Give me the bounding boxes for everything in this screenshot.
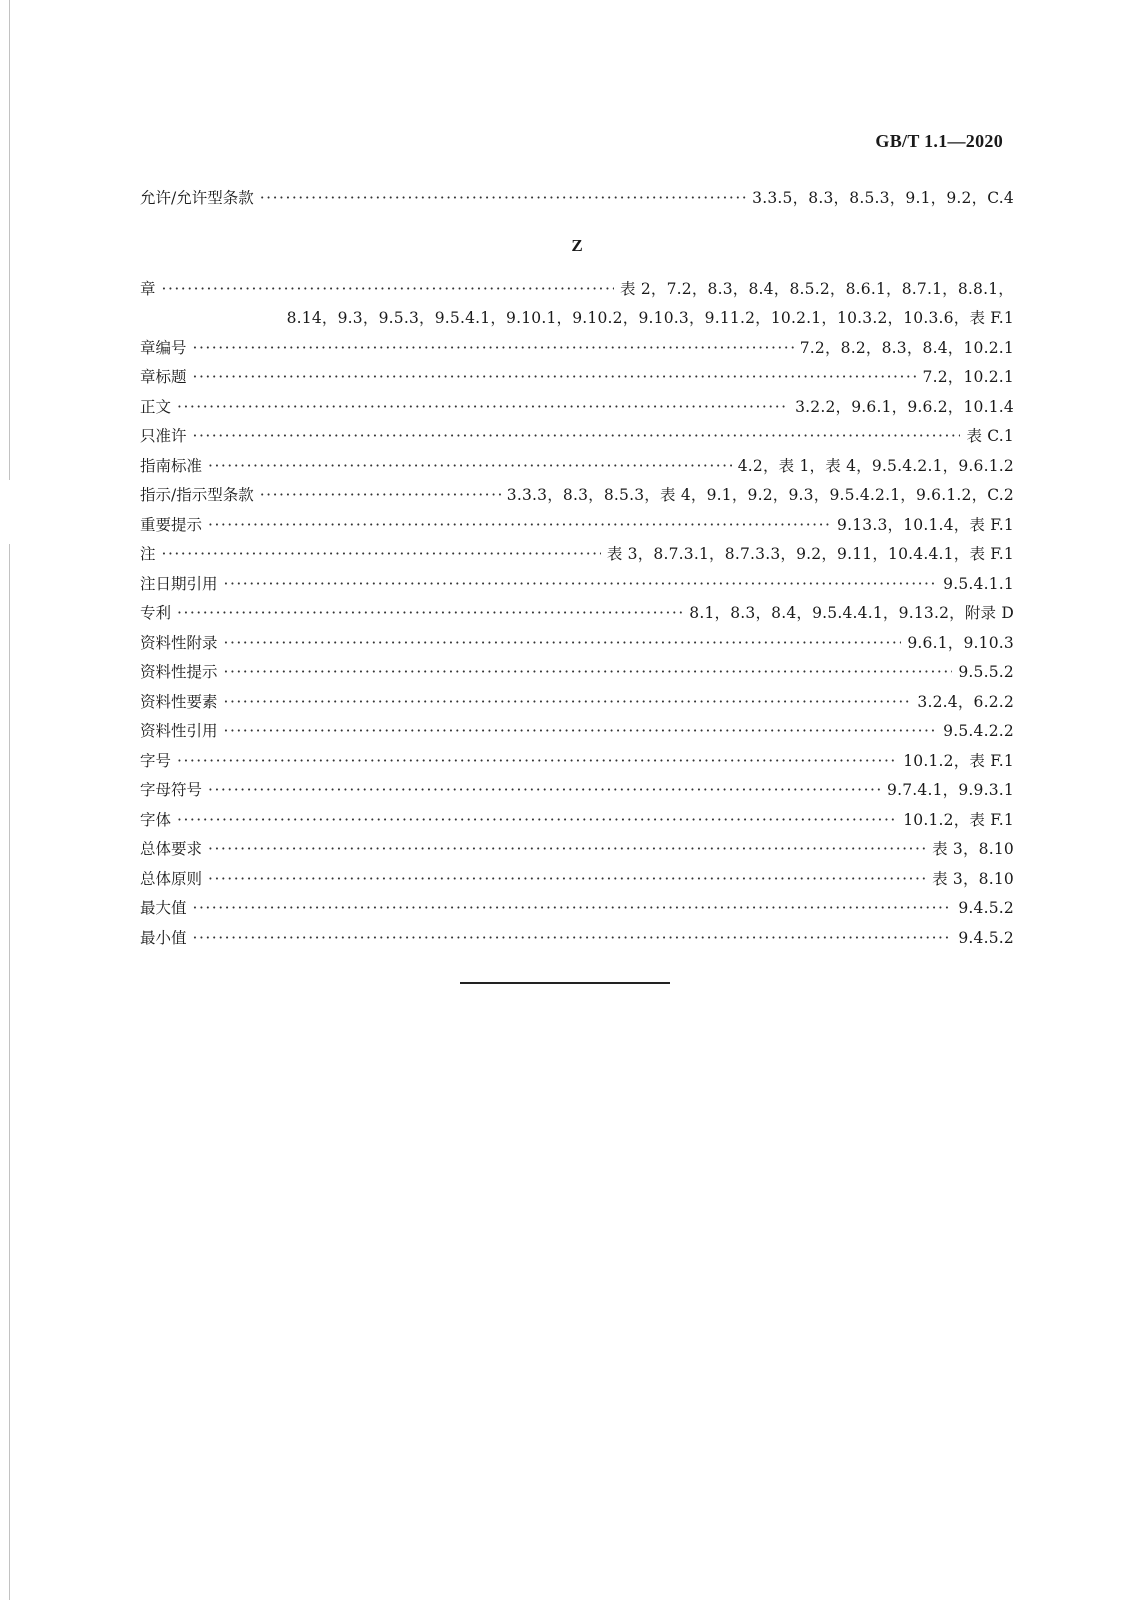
dot-leader xyxy=(208,511,831,541)
index-refs: 表 3，8.7.3.1，8.7.3.3，9.2，9.11，10.4.4.1，表 F.1 xyxy=(606,545,1014,563)
index-refs: 9.5.5.2 xyxy=(958,663,1014,681)
index-refs: 9.5.4.2.2 xyxy=(943,722,1014,740)
dot-leader xyxy=(162,540,601,570)
index-term: 总体原则 xyxy=(140,869,203,888)
dot-leader xyxy=(224,570,938,600)
index-term: 资料性提示 xyxy=(140,663,218,681)
dot-leader xyxy=(224,658,953,688)
index-refs: 10.1.2，表 F.1 xyxy=(903,810,1014,829)
index-term: 指南标准 xyxy=(140,456,203,475)
index-entry xyxy=(140,334,1014,364)
index-term: 字母符号 xyxy=(140,781,203,799)
index-entry xyxy=(140,806,1014,836)
index-term: 只准许 xyxy=(140,427,187,445)
index-term: 专利 xyxy=(140,604,172,622)
dot-leader xyxy=(260,184,746,214)
index-entry xyxy=(140,363,1014,393)
dot-leader xyxy=(193,334,794,364)
index-term: 注 xyxy=(140,545,156,563)
index-refs: 4.2，表 1，表 4，9.5.4.2.1，9.6.1.2 xyxy=(737,456,1014,475)
document-code: GB/T 1.1—2020 xyxy=(875,131,1003,151)
index-term: 注日期引用 xyxy=(140,574,218,593)
index-entry xyxy=(140,776,1014,806)
index-entry xyxy=(140,540,1014,570)
index-term: 资料性要素 xyxy=(140,692,218,711)
index-term: 允许/允许型条款 xyxy=(140,189,254,207)
index-refs: 3.2.2，9.6.1，9.6.2，10.1.4 xyxy=(795,397,1014,416)
binding-line xyxy=(9,0,10,1600)
index-term: 指示/指示型条款 xyxy=(140,486,254,504)
dot-leader xyxy=(177,393,789,423)
index-entry xyxy=(140,422,1014,452)
dot-leader xyxy=(177,599,683,629)
index-term: 章编号 xyxy=(140,338,187,357)
index-term: 字体 xyxy=(140,810,172,829)
dot-leader xyxy=(224,717,938,747)
index-entry xyxy=(140,599,1014,629)
index-refs: 表 2，7.2，8.3，8.4，8.5.2，8.6.1，8.7.1，8.8.1， xyxy=(620,279,1014,298)
index-entry xyxy=(140,452,1014,482)
index-refs: 9.7.4.1，9.9.3.1 xyxy=(887,781,1014,799)
index-term: 章标题 xyxy=(140,368,187,386)
index-refs: 9.4.5.2 xyxy=(958,928,1014,947)
index-entry xyxy=(140,393,1014,423)
index-term: 章 xyxy=(140,279,156,298)
section-letter: Z xyxy=(571,235,583,255)
index-entry xyxy=(140,629,1014,659)
index-refs-continued: 8.14，9.3，9.5.3，9.5.4.1，9.10.1，9.10.2，9.10.3，9.11.2，10.2.1，10.3.2，10.3.6，表 F.1 xyxy=(286,309,1014,327)
index-entry xyxy=(140,184,1014,214)
index-refs: 表 3，8.10 xyxy=(932,840,1014,858)
dot-leader xyxy=(224,629,902,659)
index-entry xyxy=(140,835,1014,865)
index-term: 资料性附录 xyxy=(140,633,218,652)
index-refs: 9.6.1，9.10.3 xyxy=(907,633,1014,652)
index-refs: 3.2.4，6.2.2 xyxy=(917,692,1014,711)
index-term: 最大值 xyxy=(140,899,187,917)
dot-leader xyxy=(208,835,926,865)
dot-leader xyxy=(208,865,926,895)
index-entry xyxy=(140,481,1014,511)
index-refs: 9.5.4.1.1 xyxy=(943,574,1014,593)
index-term: 字号 xyxy=(140,751,172,770)
index-entry xyxy=(140,570,1014,600)
index-refs: 3.3.5，8.3，8.5.3，9.1，9.2，C.4 xyxy=(752,189,1014,207)
index-term: 重要提示 xyxy=(140,515,203,534)
dot-leader xyxy=(193,924,953,954)
dot-leader xyxy=(162,275,614,305)
index-refs: 3.3.3，8.3，8.5.3，表 4，9.1，9.2，9.3，9.5.4.2.1，9.6.1.2，C.2 xyxy=(506,486,1014,504)
dot-leader xyxy=(193,363,917,393)
index-entry xyxy=(140,688,1014,718)
index-refs: 表 3，8.10 xyxy=(932,869,1014,888)
index-refs: 10.1.2，表 F.1 xyxy=(903,751,1014,770)
dot-leader xyxy=(208,776,881,806)
index-entry xyxy=(140,717,1014,747)
index-entry xyxy=(140,658,1014,688)
index-entry xyxy=(140,511,1014,541)
index-refs: 8.1，8.3，8.4，9.5.4.4.1，9.13.2，附录 D xyxy=(689,604,1014,622)
index-term: 总体要求 xyxy=(140,840,203,858)
index-term: 正文 xyxy=(140,397,172,416)
index-entry xyxy=(140,924,1014,954)
index-entry xyxy=(140,865,1014,895)
index-entry xyxy=(140,747,1014,777)
index-term: 最小值 xyxy=(140,928,187,947)
dot-leader xyxy=(260,481,501,511)
index-term: 资料性引用 xyxy=(140,722,218,740)
end-rule xyxy=(460,982,670,984)
dot-leader xyxy=(193,422,961,452)
dot-leader xyxy=(208,452,732,482)
index-refs: 7.2，8.2，8.3，8.4，10.2.1 xyxy=(799,338,1014,357)
index-entry-continuation xyxy=(140,304,1014,334)
index-entry xyxy=(140,894,1014,924)
index-refs: 9.4.5.2 xyxy=(958,899,1014,917)
dot-leader xyxy=(177,747,897,777)
dot-leader xyxy=(193,894,953,924)
index-refs: 9.13.3，10.1.4，表 F.1 xyxy=(837,515,1014,534)
dot-leader xyxy=(177,806,897,836)
index-entry xyxy=(140,275,1014,305)
index-refs: 表 C.1 xyxy=(966,427,1014,445)
index-refs: 7.2，10.2.1 xyxy=(922,368,1014,386)
index-list xyxy=(140,184,1014,953)
dot-leader xyxy=(224,688,912,718)
